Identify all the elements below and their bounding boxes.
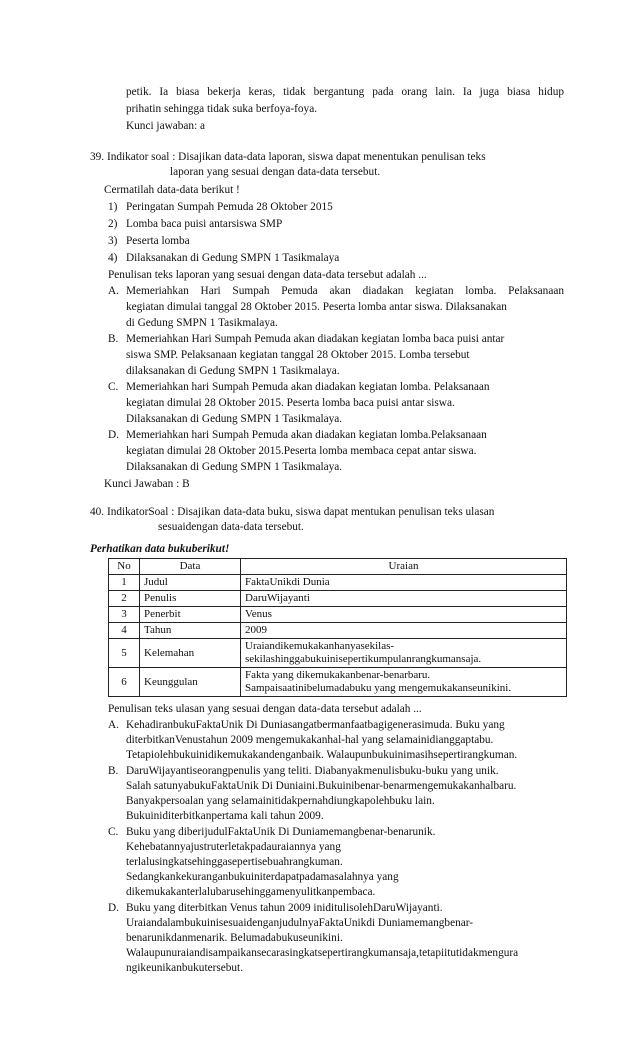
q40-option-a-line-1: KehadiranbukuFaktaUnik Di Duniasangatbermanfaatbagigenerasimuda. Buku yang (126, 719, 505, 731)
table-header-data: Data (140, 559, 241, 575)
table-cell-no: 4 (109, 623, 140, 639)
table-cell-uraian (241, 639, 567, 668)
book-data-table (108, 558, 567, 697)
table-cell-no: 5 (109, 639, 140, 668)
q40-option-d-line-4: Walaupunuraiandisampaikansecarasingkatsepertirangkumansaja,tetapiitutidakmengura (126, 947, 519, 959)
table-cell-data: Penerbit (140, 607, 241, 623)
table-cell-no: 1 (109, 575, 140, 591)
table-row (109, 591, 567, 607)
uraian-line-1: Uraiandikemukakanhanyasekilas- (245, 640, 395, 652)
table-row (109, 639, 567, 668)
q38-answer-key: Kunci jawaban: a (126, 120, 206, 132)
table-row (109, 575, 567, 591)
q39-item-text: Dilaksanakan di Gedung SMPN 1 Tasikmalaya (126, 252, 340, 264)
q39-option-a-line-2: kegiatan dimulai tanggal 28 Oktober 2015. Peserta lomba antar siswa. Dilaksanakan (126, 301, 507, 313)
q39-indicator-line-1: 39. Indikator soal : Disajikan data-data laporan, siswa dapat menentukan penulisan teks (90, 151, 486, 163)
q40-option-letter: A. (108, 719, 119, 731)
table-header-no: No (109, 559, 140, 575)
q40-option-d-line-1: Buku yang diterbitkan Venus tahun 2009 iniditulisolehDaruWijayanti. (126, 902, 443, 914)
q39-option-b-line-2: siswa SMP. Pelaksanaan kegiatan tanggal 28 Oktober 2015. Lomba tersebut (126, 349, 470, 361)
q39-item-number: 1) (108, 201, 118, 213)
q40-option-c-line-2: Kehebatannyajustruterletakpadauraiannya yang (126, 841, 341, 853)
q40-table-heading: Perhatikan data bukuberikut! (90, 543, 230, 555)
table-cell-data: Penulis (140, 591, 241, 607)
q39-item-text: Peserta lomba (126, 235, 190, 247)
q39-option-letter: B. (108, 333, 119, 345)
q40-indicator-line-2: sesuaidengan data-data tersebut. (158, 521, 304, 533)
table-cell-no: 2 (109, 591, 140, 607)
q39-item-number: 3) (108, 235, 118, 247)
table-cell-uraian: DaruWijayanti (241, 591, 567, 607)
q39-option-a-line-1: Memeriahkan Hari Sumpah Pemuda akan diadakan kegiatan lomba. Pelaksanaan (126, 285, 564, 297)
q39-option-b-line-3: dilaksanakan di Gedung SMPN 1 Tasikmalaya. (126, 365, 340, 377)
q39-option-letter: C. (108, 381, 119, 393)
q38-text-line-1: petik. Ia biasa bekerja keras, tidak bergantung pada orang lain. Ia juga biasa hidup (126, 86, 564, 98)
table-cell-no: 3 (109, 607, 140, 623)
q40-option-b-line-3: Banyakpersoalan yang selamainitidakpernahdiungkapolehbuku lain. (126, 795, 435, 807)
q39-item-text: Lomba baca puisi antarsiswa SMP (126, 218, 283, 230)
q39-item-number: 2) (108, 218, 118, 230)
q40-option-b-line-4: Bukuiniditerbitkanpertama kali tahun 2009. (126, 810, 324, 822)
q39-option-c-line-2: kegiatan dimulai 28 Oktober 2015. Peserta lomba baca puisi antar siswa. (126, 397, 455, 409)
q39-answer-key: Kunci Jawaban : B (104, 478, 190, 490)
q40-option-letter: C. (108, 826, 119, 838)
q39-option-d-line-3: Dilaksanakan di Gedung SMPN 1 Tasikmalaya. (126, 461, 343, 473)
q40-option-c-line-3: terlalusingkatsehinggasepertisebuahrangkuman. (126, 856, 343, 868)
uraian-line-2: Sampaisaatinibelumadabuku yang mengemukakanseunikini. (245, 682, 512, 694)
q40-option-d-line-2: UraiandalambukuinisesuaidenganjudulnyaFaktaUnikdi Duniamemangbenar- (126, 917, 474, 929)
q40-option-c-line-1: Buku yang diberijudulFaktaUnik Di Duniamemangbenar-benarunik. (126, 826, 436, 838)
q39-option-d-line-2: kegiatan dimulai 28 Oktober 2015.Peserta lomba membaca cepat antar siswa. (126, 445, 477, 457)
q39-item-number: 4) (108, 252, 118, 264)
table-cell-data: Kelemahan (140, 639, 241, 668)
q39-question: Penulisan teks laporan yang sesuai dengan data-data tersebut adalah ... (108, 269, 427, 281)
q40-option-c-line-4: Sedangkankekuranganbukuiniterdapatpadamasalahnya yang (126, 871, 399, 883)
q40-option-letter: D. (108, 902, 119, 914)
q39-option-letter: A. (108, 285, 119, 297)
q39-item-text: Peringatan Sumpah Pemuda 28 Oktober 2015 (126, 201, 333, 213)
q40-question: Penulisan teks ulasan yang sesuai dengan data-data tersebut adalah ... (108, 703, 422, 715)
table-cell-data: Judul (140, 575, 241, 591)
table-row (109, 668, 567, 697)
q40-option-a-line-3: Tetapiolehbukuinidikemukakandenganbaik. Walaupunbukuinimasihsepertirangkuman. (126, 749, 518, 761)
uraian-line-2: sekilashinggabukuinisepertikumpulanrangkumansaja. (245, 653, 482, 665)
table-row (109, 607, 567, 623)
q38-text-line-2: prihatin sehingga tidak suka berfoya-foya. (126, 103, 318, 115)
q39-option-b-line-1: Memeriahkan Hari Sumpah Pemuda akan diadakan kegiatan lomba baca puisi antar (126, 333, 505, 345)
q40-option-c-line-5: dikemukakanterlalubarusehinggamenyulitkanpembaca. (126, 886, 376, 898)
q40-option-letter: B. (108, 765, 119, 777)
q40-option-d-line-3: benarunikdanmenarik. Belumadabukuseunikini. (126, 932, 343, 944)
table-cell-uraian: Venus (241, 607, 567, 623)
q40-option-a-line-2: diterbitkanVenustahun 2009 mengemukakanhal-hal yang selamainidianggaptabu. (126, 734, 494, 746)
q40-indicator-line-1: 40. IndikatorSoal : Disajikan data-data buku, siswa dapat mentukan penulisan teks ulasan (90, 506, 495, 518)
table-cell-data: Keunggulan (140, 668, 241, 697)
q39-indicator-line-2: laporan yang sesuai dengan data-data tersebut. (170, 166, 381, 178)
table-cell-no: 6 (109, 668, 140, 697)
q39-instruction: Cermatilah data-data berikut ! (104, 184, 240, 196)
table-cell-uraian: 2009 (241, 623, 567, 639)
q40-option-d-line-5: ngikeunikanbukutersebut. (126, 962, 244, 974)
q40-option-b-line-2: Salah satunyabukuFaktaUnik Di Duniaini.Bukuinibenar-benarmengemukakanhalbaru. (126, 780, 517, 792)
table-row (109, 623, 567, 639)
table-cell-uraian (241, 668, 567, 697)
q39-option-letter: D. (108, 429, 119, 441)
table-header-uraian: Uraian (241, 559, 567, 575)
table-cell-uraian: FaktaUnikdi Dunia (241, 575, 567, 591)
table-cell-data: Tahun (140, 623, 241, 639)
table-header-row (109, 559, 567, 575)
q39-option-c-line-3: Dilaksanakan di Gedung SMPN 1 Tasikmalaya. (126, 413, 343, 425)
q39-option-a-line-3: di Gedung SMPN 1 Tasikmalaya. (126, 317, 278, 329)
q39-option-d-line-1: Memeriahkan hari Sumpah Pemuda akan diadakan kegiatan lomba.Pelaksanaan (126, 429, 487, 441)
q40-option-b-line-1: DaruWijayantiseorangpenulis yang teliti. Diabanyakmenulisbuku-buku yang unik. (126, 765, 499, 777)
q39-option-c-line-1: Memeriahkan hari Sumpah Pemuda akan diadakan kegiatan lomba. Pelaksanaan (126, 381, 490, 393)
uraian-line-1: Fakta yang dikemukakanbenar-benarbaru. (245, 669, 431, 681)
